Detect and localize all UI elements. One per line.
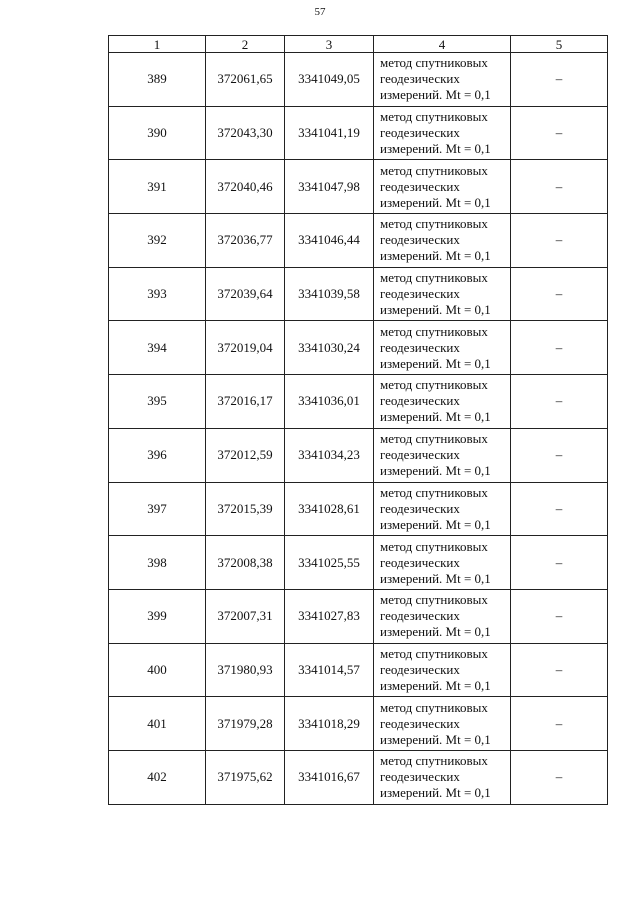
table-row — [109, 482, 608, 536]
y-coordinate-cell: 3341046,44 — [285, 214, 374, 268]
method-line: метод спутниковых — [380, 699, 488, 715]
method-line: геодезических — [380, 715, 460, 731]
method-line: геодезических — [380, 393, 460, 409]
method-line: измерений. Mt = 0,1 — [380, 731, 491, 747]
method-line: геодезических — [380, 125, 460, 141]
method-line: измерений. Mt = 0,1 — [380, 355, 491, 371]
y-coordinate-cell: 3341027,83 — [285, 589, 374, 643]
table-row — [109, 106, 608, 160]
method-cell — [374, 750, 511, 804]
x-coordinate-cell: 371980,93 — [206, 643, 285, 697]
method-line: измерений. Mt = 0,1 — [380, 785, 491, 801]
note-cell: – — [511, 589, 608, 643]
method-cell — [374, 643, 511, 697]
table-row — [109, 643, 608, 697]
x-coordinate-cell: 372019,04 — [206, 321, 285, 375]
method-line: метод спутниковых — [380, 484, 488, 500]
page-number: 57 — [314, 6, 326, 18]
method-line: метод спутниковых — [380, 538, 488, 554]
method-cell — [374, 214, 511, 268]
note-cell: – — [511, 375, 608, 429]
method-line: измерений. Mt = 0,1 — [380, 141, 491, 157]
table-row — [109, 697, 608, 751]
method-line: измерений. Mt = 0,1 — [380, 570, 491, 586]
note-cell: – — [511, 750, 608, 804]
coordinates-table — [108, 35, 608, 805]
x-coordinate-cell: 372012,59 — [206, 428, 285, 482]
point-number-cell: 395 — [109, 375, 206, 429]
y-coordinate-cell: 3341014,57 — [285, 643, 374, 697]
point-number-cell: 401 — [109, 697, 206, 751]
note-cell: – — [511, 482, 608, 536]
header-col-2: 2 — [206, 36, 285, 53]
method-line: метод спутниковых — [380, 645, 488, 661]
x-coordinate-cell: 372036,77 — [206, 214, 285, 268]
method-line: геодезических — [380, 554, 460, 570]
table-header — [109, 36, 608, 53]
method-cell — [374, 160, 511, 214]
point-number-cell: 400 — [109, 643, 206, 697]
note-cell: – — [511, 643, 608, 697]
method-line: геодезических — [380, 178, 460, 194]
point-number-cell: 389 — [109, 53, 206, 107]
x-coordinate-cell: 372015,39 — [206, 482, 285, 536]
point-number-cell: 398 — [109, 536, 206, 590]
x-coordinate-cell: 372043,30 — [206, 106, 285, 160]
method-line: измерений. Mt = 0,1 — [380, 677, 491, 693]
method-cell — [374, 697, 511, 751]
method-line: геодезических — [380, 71, 460, 87]
method-line: измерений. Mt = 0,1 — [380, 248, 491, 264]
note-cell: – — [511, 214, 608, 268]
table-body — [109, 53, 608, 805]
method-line: измерений. Mt = 0,1 — [380, 302, 491, 318]
method-line: геодезических — [380, 232, 460, 248]
method-line: измерений. Mt = 0,1 — [380, 516, 491, 532]
point-number-cell: 391 — [109, 160, 206, 214]
note-cell: – — [511, 428, 608, 482]
y-coordinate-cell: 3341036,01 — [285, 375, 374, 429]
method-line: измерений. Mt = 0,1 — [380, 624, 491, 640]
method-line: геодезических — [380, 339, 460, 355]
y-coordinate-cell: 3341030,24 — [285, 321, 374, 375]
x-coordinate-cell: 372007,31 — [206, 589, 285, 643]
method-line: метод спутниковых — [380, 377, 488, 393]
method-line: метод спутниковых — [380, 109, 488, 125]
y-coordinate-cell: 3341018,29 — [285, 697, 374, 751]
header-col-3: 3 — [285, 36, 374, 53]
method-cell — [374, 53, 511, 107]
x-coordinate-cell: 372061,65 — [206, 53, 285, 107]
header-col-1: 1 — [109, 36, 206, 53]
method-line: измерений. Mt = 0,1 — [380, 463, 491, 479]
method-line: геодезических — [380, 447, 460, 463]
method-line: геодезических — [380, 661, 460, 677]
method-line: метод спутниковых — [380, 216, 488, 232]
y-coordinate-cell: 3341047,98 — [285, 160, 374, 214]
header-col-4: 4 — [374, 36, 511, 53]
note-cell: – — [511, 536, 608, 590]
table-row — [109, 321, 608, 375]
method-line: геодезических — [380, 608, 460, 624]
point-number-cell: 390 — [109, 106, 206, 160]
table-row — [109, 53, 608, 107]
table-row — [109, 428, 608, 482]
method-cell — [374, 589, 511, 643]
x-coordinate-cell: 371975,62 — [206, 750, 285, 804]
y-coordinate-cell: 3341039,58 — [285, 267, 374, 321]
table-row — [109, 536, 608, 590]
method-cell — [374, 267, 511, 321]
method-line: метод спутниковых — [380, 592, 488, 608]
table-row — [109, 267, 608, 321]
method-cell — [374, 375, 511, 429]
note-cell: – — [511, 53, 608, 107]
table-row — [109, 214, 608, 268]
point-number-cell: 392 — [109, 214, 206, 268]
method-line: метод спутниковых — [380, 270, 488, 286]
table-row — [109, 750, 608, 804]
method-cell — [374, 106, 511, 160]
method-line: метод спутниковых — [380, 55, 488, 71]
table-row — [109, 375, 608, 429]
method-cell — [374, 482, 511, 536]
header-col-5: 5 — [511, 36, 608, 53]
point-number-cell: 402 — [109, 750, 206, 804]
y-coordinate-cell: 3341016,67 — [285, 750, 374, 804]
header-row — [109, 36, 608, 53]
method-line: измерений. Mt = 0,1 — [380, 87, 491, 103]
x-coordinate-cell: 372008,38 — [206, 536, 285, 590]
point-number-cell: 394 — [109, 321, 206, 375]
table-row — [109, 589, 608, 643]
y-coordinate-cell: 3341028,61 — [285, 482, 374, 536]
table-row — [109, 160, 608, 214]
x-coordinate-cell: 372016,17 — [206, 375, 285, 429]
method-line: геодезических — [380, 769, 460, 785]
x-coordinate-cell: 371979,28 — [206, 697, 285, 751]
point-number-cell: 396 — [109, 428, 206, 482]
note-cell: – — [511, 106, 608, 160]
method-line: измерений. Mt = 0,1 — [380, 194, 491, 210]
point-number-cell: 397 — [109, 482, 206, 536]
note-cell: – — [511, 160, 608, 214]
x-coordinate-cell: 372040,46 — [206, 160, 285, 214]
note-cell: – — [511, 267, 608, 321]
method-line: метод спутниковых — [380, 753, 488, 769]
y-coordinate-cell: 3341041,19 — [285, 106, 374, 160]
point-number-cell: 393 — [109, 267, 206, 321]
method-line: геодезических — [380, 500, 460, 516]
x-coordinate-cell: 372039,64 — [206, 267, 285, 321]
method-cell — [374, 428, 511, 482]
y-coordinate-cell: 3341034,23 — [285, 428, 374, 482]
note-cell: – — [511, 321, 608, 375]
note-cell: – — [511, 697, 608, 751]
method-line: измерений. Mt = 0,1 — [380, 409, 491, 425]
method-cell — [374, 536, 511, 590]
method-line: геодезических — [380, 286, 460, 302]
method-cell — [374, 321, 511, 375]
y-coordinate-cell: 3341049,05 — [285, 53, 374, 107]
method-line: метод спутниковых — [380, 431, 488, 447]
point-number-cell: 399 — [109, 589, 206, 643]
y-coordinate-cell: 3341025,55 — [285, 536, 374, 590]
method-line: метод спутниковых — [380, 162, 488, 178]
method-line: метод спутниковых — [380, 323, 488, 339]
